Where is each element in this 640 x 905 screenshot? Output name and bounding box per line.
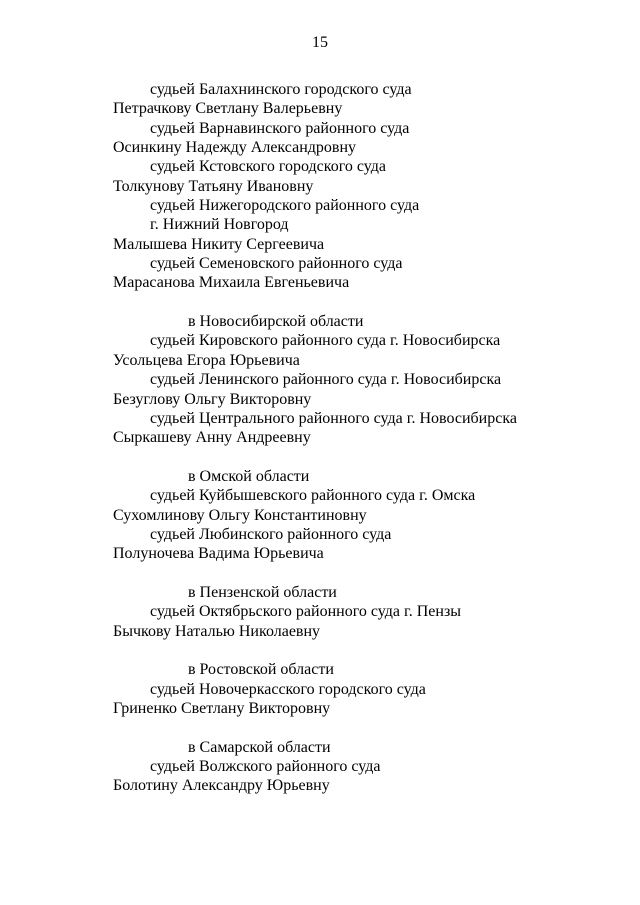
court-position: судьей Балахнинского городского суда [150,81,412,98]
court-position: судьей Семеновского районного суда [150,255,403,273]
court-position: судьей Центрального районного суда г. Новосибирска [150,409,517,427]
blank-line [0,448,640,467]
court-position: судьей Ленинского районного суда г. Новосибирска [150,371,502,389]
person-name: Болотину Александру Юрьевну [113,777,330,795]
person-name: Марасанова Михаила Евгеньевича [113,274,350,292]
person-name: Усольцева Егора Юрьевича [113,351,300,369]
person-name: Полуночева Вадима Юрьевича [113,545,324,563]
region-heading: в Самарской области [188,738,331,756]
court-position: судьей Куйбышевского районного суда г. Омска [150,487,476,505]
court-position: судьей Новочеркасского городского суда [150,680,426,698]
region-heading: в Омской области [188,467,310,485]
blank-line [0,564,640,583]
person-name: Сыркашеву Анну Андреевну [113,429,311,447]
court-position: г. Нижний Новгород [150,216,289,234]
document-body [0,80,640,796]
court-position: судьей Варнавинского районного суда [150,119,410,137]
blank-line [0,641,640,660]
court-position: судьей Любинского районного суда [150,525,392,543]
person-name: Бычкову Наталью Николаевну [113,622,321,640]
person-name: Сухомлинову Ольгу Константиновну [113,506,367,524]
person-name: Гриненко Светлану Викторовну [113,700,331,717]
person-name: Петрачкову Светлану Валерьевну [113,100,343,118]
person-name: Безуглову Ольгу Викторовну [113,390,312,408]
court-position: судьей Октябрьского районного суда г. Пензы [150,603,462,621]
court-position: судьей Кировского районного суда г. Новосибирска [150,332,501,350]
court-position: судьей Кстовского городского суда [150,158,387,176]
person-name: Малышева Никиту Сергеевича [113,235,325,253]
region-heading: в Пензенской области [188,583,337,601]
blank-line [0,293,640,312]
region-heading: в Новосибирской области [188,313,364,331]
person-name: Толкунову Татьяну Ивановну [113,177,314,195]
person-name: Осинкину Надежду Александровну [113,139,357,157]
blank-line [0,718,640,737]
region-heading: в Ростовской области [188,661,334,679]
court-position: судьей Волжского районного суда [150,758,381,776]
court-position: судьей Нижегородского районного суда [150,197,420,215]
page-number: 15 [312,34,328,51]
